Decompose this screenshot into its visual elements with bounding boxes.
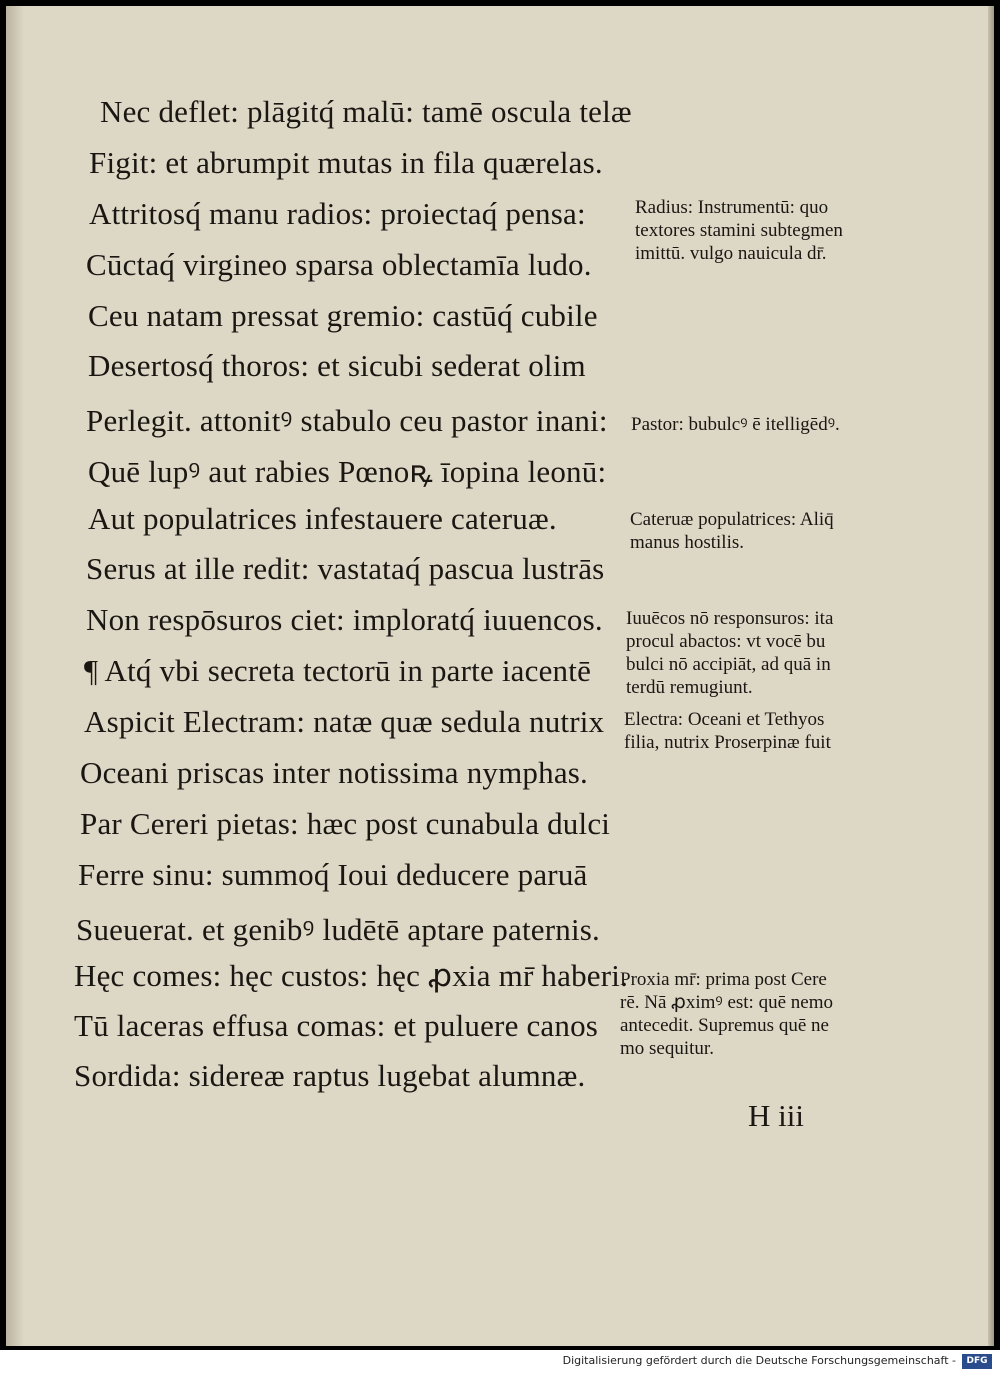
verse-line: Hęc comes: hęc custos: hęc ꝓxia mr̄ haberi. [74, 958, 629, 993]
gloss-line: textores stamini subtegmen [635, 220, 843, 241]
verse-line: Serus at ille redit: vastataq́ pascua lustrās [86, 551, 605, 586]
gloss-line: antecedit. Supremus quē ne [620, 1015, 829, 1036]
gloss-line: procul abactos: vt vocē bu [626, 631, 826, 652]
margin-gloss [630, 508, 920, 554]
verse-line: Quē lupꝰ aut rabies Pœnoꝶ īopina leonū: [88, 454, 607, 489]
gloss-line: imittū. vulgo nauicula dr̄. [635, 243, 827, 264]
book-page [6, 6, 994, 1346]
verse-line: Figit: et abrumpit mutas in fila quærelas. [89, 145, 603, 180]
footer-bar [0, 1350, 1000, 1373]
verse-line: Nec deflet: plāgitq́ malū: tamē oscula telæ [100, 94, 632, 129]
margin-gloss [631, 413, 921, 436]
verse-line: Oceani priscas inter notissima nymphas. [80, 755, 588, 790]
gloss-line: Cateruæ populatrices: Aliq̄ [630, 509, 834, 530]
gloss-line: rē. Nā ꝓximꝰ est: quē nemo [620, 992, 833, 1013]
gloss-line: Pastor: bubulcꝰ ē itelligēdꝰ. [631, 414, 840, 435]
dfg-logo: DFG [962, 1354, 992, 1369]
verse-line: Cūctaq́ virgineo sparsa oblectamīa ludo. [86, 247, 592, 282]
verse-line: Perlegit. attonitꝰ stabulo ceu pastor inani: [86, 403, 608, 438]
page-gutter-shadow [6, 6, 24, 1346]
verse-line: Tū laceras effusa comas: et puluere canos [74, 1008, 599, 1043]
gloss-line: Electra: Oceani et Tethyos [624, 709, 825, 730]
verse-line: Par Cereri pietas: hæc post cunabula dulci [80, 806, 611, 841]
margin-gloss [626, 607, 916, 699]
margin-gloss [635, 196, 925, 265]
verse-line: Attritosq́ manu radios: proiectaq́ pensa: [89, 196, 586, 231]
gloss-line: mo sequitur. [620, 1038, 714, 1059]
gloss-line: bulci nō accipiāt, ad quā in [626, 654, 831, 675]
verse-line: Aut populatrices infestauere cateruæ. [88, 501, 557, 536]
gloss-line: Proxia mr̄: prima post Cere [620, 969, 827, 990]
verse-line: Sordida: sidereæ raptus lugebat alumnæ. [74, 1058, 586, 1093]
verse-line: Non respōsuros ciet: imploratq́ iuuencos. [86, 602, 603, 637]
funding-notice: Digitalisierung gefördert durch die Deutsche Forschungsgemeinschaft - [562, 1354, 956, 1367]
gloss-line: terdū remugiunt. [626, 677, 753, 698]
gloss-line: manus hostilis. [630, 532, 745, 553]
margin-gloss [624, 708, 914, 754]
gloss-line: filia, nutrix Proserpinæ fuit [624, 732, 831, 753]
verse-line: Desertosq́ thoros: et sicubi sederat olim [88, 348, 586, 383]
signature-mark: H iii [748, 1098, 804, 1133]
gloss-line: Radius: Instrumentū: quo [635, 197, 829, 218]
verse-line: Aspicit Electram: natæ quæ sedula nutrix [84, 704, 605, 739]
verse-line: ¶ Atq́ vbi secreta tectorū in parte iacentē [84, 653, 592, 688]
verse-line: Ceu natam pressat gremio: castūq́ cubile [88, 298, 598, 333]
verse-line: Sueuerat. et genibꝰ ludētē aptare paternis. [76, 912, 600, 947]
verse-line: Ferre sinu: summoq́ Ioui deducere paruā [78, 857, 588, 892]
gloss-line: Iuuēcos nō responsuros: ita [626, 608, 834, 629]
margin-gloss [620, 968, 910, 1060]
